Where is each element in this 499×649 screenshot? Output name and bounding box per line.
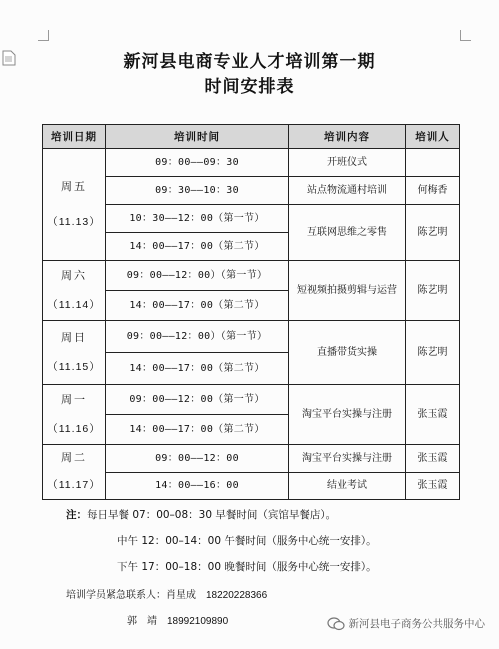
time-cell: 09：00——12：00）（第一节） [126, 330, 268, 342]
content-cell: 互联网思维之零售 [307, 226, 387, 238]
day-cell-fri: 周五 （11.13） [47, 179, 101, 228]
page-title: 新河县电商专业人才培训第一期 [123, 52, 376, 72]
trainer-cell: 张玉霞 [417, 480, 448, 492]
header-date: 培训日期 [43, 125, 105, 148]
trainer-cell: 陈艺明 [417, 346, 448, 358]
content-cell: 直播带货实操 [317, 346, 377, 358]
trainer-cell: 张玉霞 [417, 452, 448, 464]
time-cell: 09：00——09：30 [155, 156, 239, 168]
emergency-contact-1: 培训学员紧急联系人：肖星成 18220228366 [66, 590, 268, 601]
content-cell: 站点物流通村培训 [307, 184, 387, 196]
wechat-icon [327, 617, 345, 631]
time-cell: 14：00——17：00（第二节） [129, 299, 265, 311]
content-cell: 淘宝平台实操与注册 [302, 452, 392, 464]
trainer-cell: 陈艺明 [417, 226, 448, 238]
trainer-cell: 何梅香 [417, 184, 448, 196]
time-cell: 09：00——12：00）（第一节） [126, 269, 268, 281]
trainer-cell: 陈艺明 [417, 284, 448, 296]
watermark: 新河县电子商务公共服务中心 [327, 616, 486, 631]
header-trainer: 培训人 [406, 125, 459, 148]
time-cell: 09：00——12：00（第一节） [129, 393, 265, 405]
time-cell: 10：30——12：00（第一节） [129, 212, 265, 224]
content-cell: 淘宝平台实操与注册 [302, 408, 392, 420]
time-cell: 14：00——17：00（第二节） [129, 423, 265, 435]
day-cell-mon: 周一 （11.16） [47, 392, 101, 435]
meal-note-breakfast: 注：每日早餐 07：00–08：30 早餐时间（宾馆早餐店）。 [66, 509, 337, 521]
crop-mark [460, 30, 471, 41]
day-cell-sun: 周日 （11.15） [47, 330, 101, 373]
header-content: 培训内容 [289, 125, 405, 148]
content-cell: 结业考试 [327, 480, 367, 492]
content-cell: 开班仪式 [327, 156, 367, 168]
trainer-cell: 张玉霞 [417, 408, 448, 420]
day-cell-tue: 周二 （11.17） [47, 451, 101, 492]
header-time: 培训时间 [106, 125, 288, 148]
time-cell: 09：00——12：00 [155, 452, 239, 464]
page-subtitle: 时间安排表 [204, 77, 295, 97]
time-cell: 14：00——17：00（第二节） [129, 362, 265, 374]
meal-note-dinner: 下午 17：00–18：00 晚餐时间（服务中心统一安排）。 [117, 561, 377, 573]
time-cell: 14：00——17：00（第二节） [129, 240, 265, 252]
content-cell: 短视频拍摄剪辑与运营 [297, 284, 397, 296]
schedule-table [42, 124, 460, 500]
emergency-contact-2: 郭 靖 18992109890 [127, 616, 229, 627]
time-cell: 09：30——10：30 [155, 184, 239, 196]
crop-mark [38, 30, 49, 41]
time-cell: 14：00——16：00 [155, 480, 239, 492]
trainer-cell [406, 149, 459, 176]
meal-note-lunch: 中午 12：00–14：00 午餐时间（服务中心统一安排）。 [117, 535, 377, 547]
day-cell-sat: 周六 （11.14） [47, 268, 101, 311]
